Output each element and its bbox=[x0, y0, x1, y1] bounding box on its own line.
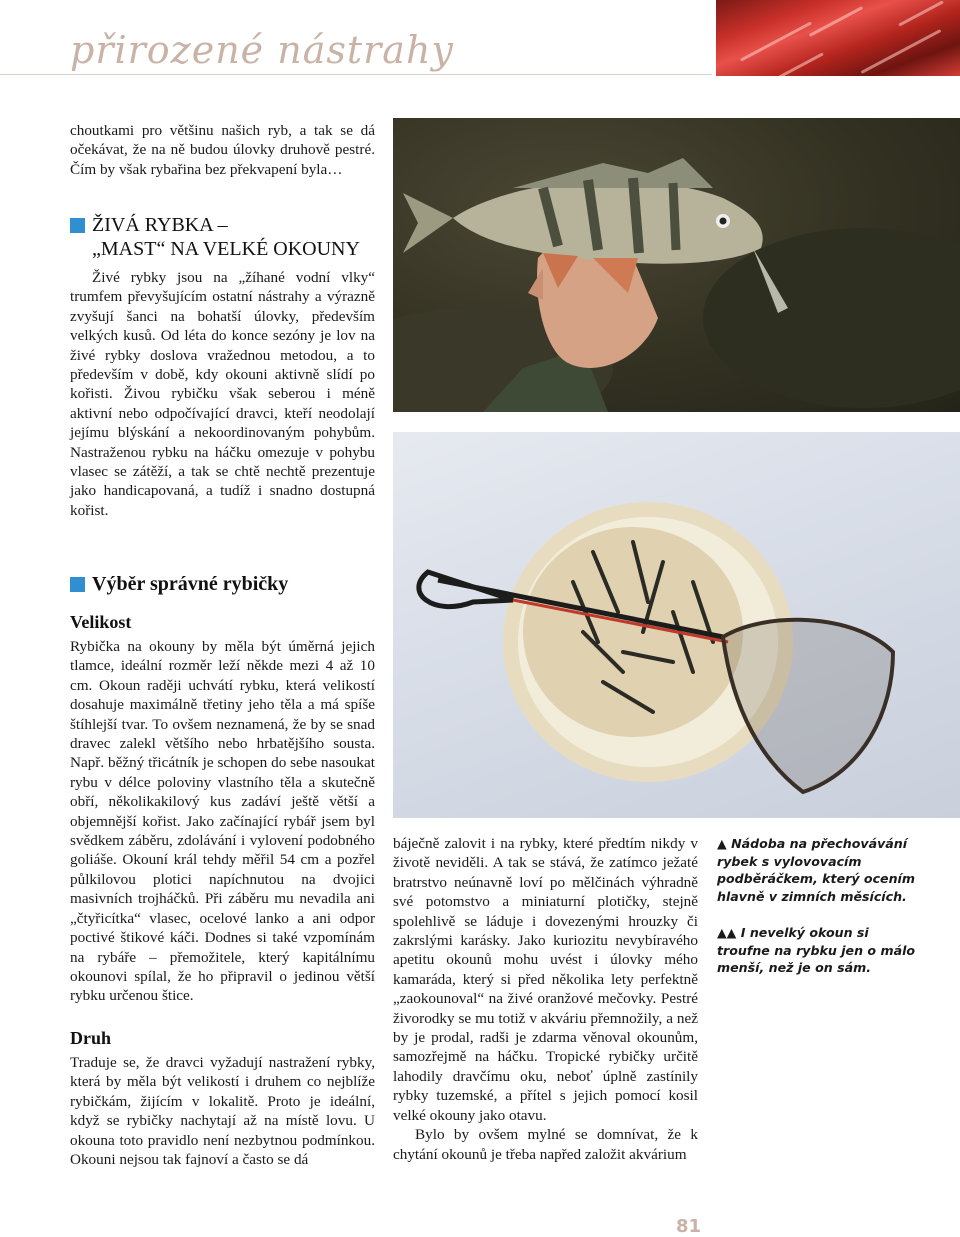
bucket-illustration bbox=[393, 432, 960, 818]
section-marker-square bbox=[70, 218, 85, 233]
section-heading-line1: ŽIVÁ RYBKA – bbox=[92, 214, 228, 236]
subheading-size: Velikost bbox=[70, 612, 132, 632]
header-decorative-image bbox=[716, 0, 960, 76]
section-marker-square bbox=[70, 577, 85, 592]
section-heading-line2: „MAST“ NA VELKÉ OKOUNY bbox=[92, 238, 360, 260]
page-number: 81 bbox=[676, 1216, 702, 1237]
running-header-title: přirozené nástrahy bbox=[70, 28, 454, 72]
subheading-species: Druh bbox=[70, 1028, 112, 1048]
body-paragraph: Bylo by ovšem mylné se domnívat, že k chytání okounů je třeba napřed založit akvárium bbox=[393, 1126, 698, 1163]
middle-text-block bbox=[393, 834, 698, 1164]
section-heading-text: Výběr správné rybičky bbox=[92, 573, 289, 595]
body-paragraph: Živé rybky jsou na „žíhané vodní vlky“ trumfem převyšujícím ostatní nástrahy a výrazně zvyšují šanci na bohatší úlovky, především velkých kusů. Od léta do konce sezóny je lov na živé rybky doslova vražednou metodou, a to především v době, kdy okouni aktivně slídí po kořisti. Živou rybičku však seberou i méně aktivní nebo odpočívající dravci, kteří neodolají jejímu blýskání a nekoordinovaným pohybům. Nastraženou rybku na háčku omezuje v pohybu vlasec se zátěží, a tak se chtě nechtě prezentuje jako handicapovaná, a tudíž i snadno dostupná kořist. bbox=[70, 269, 375, 519]
photo-caption-bucket: ▲ Nádoba na přechovávání rybek s vylovovacím podběráčkem, který ocením hlavně v zimních měsících. bbox=[717, 836, 915, 904]
species-text-block bbox=[70, 1053, 375, 1169]
section-heading-live-fish bbox=[70, 213, 380, 261]
body-paragraph: Traduje se, že dravci vyžadují nastražení rybky, která by měla být velikostí i druhem co nejblíže rybičkám, žijícím v lokalitě. Proto je ideální, když se rybičky nachytají až na místě lovu. U okouna toto pravidlo není nezbytnou podmínkou. Okouni nejsou tak fajnoví a často se dá bbox=[70, 1054, 375, 1169]
photo-perch-in-hand bbox=[393, 118, 960, 412]
body-paragraph: báječně zalovit i na rybky, které předtím nikdy v životě neviděli. A tak se stává, že zatímco ježaté bratrstvo neúnavně loví po mělčinách výhradně své potomstvo a miniaturní plotičky, stejně spolehlivě se láduje i dovezenými hrouzky či zakrslými karásky. Jako kuriozitu nevybíravého apetitu okounů mohu uvést i úlovky mého kamaráda, který si před několika lety perfektně „zaokounoval“ na živé oranžové mečovky. Pestré živorodky se mu totiž v akváriu přemnožily, a než by je prodal, radši je zdarma věnoval okounům, samozřejmě na háčku. Tropické rybičky určitě lahodily dravčímu oku, neboť úplně zastínily rybky tuzemské, a přítel s jejich pomocí kosil velké okouny jako otavu. bbox=[393, 835, 698, 1124]
section-heading-choosing-fish bbox=[70, 572, 380, 596]
body-paragraph: Rybička na okouny by měla být úměrná jejich tlamce, ideální rozměr leží někde mezi 4 až 10 cm. Okoun raději uchvátí rybku, která velikostí dosahuje maximálně třetiny jeho těla a má spíše štíhlejší tvar. To ovšem neznamená, že by se snad dravec zalekl většího nebo hrbatějšího sousta. Např. běžný třicátník je schopen do sebe nasoukat rybu v délce poloviny vlastního těla a skutečně obří, několikakilový kus zadáví ještě větší a objemnější kořist. Jako začínající rybář jsem byl svědkem záběru, zdolávání i vylovení podobného goliáše. Okouní král tehdy měřil 54 cm a pozřel půlkilovou plotici napíchnutou na dvojici masivních trojháčků. Při záběru mu nevadila ani „čtyřicítka“ vlasec, ocelové lanko a ani odpor poctivé štikové káči. Dodnes si také vzpomínám na rybáře – přemožitele, který kapitálnímu okounovi spílal, že ho připravil o jedinou větší rybku určenou štice. bbox=[70, 638, 375, 1005]
intro-paragraph: choutkami pro většinu našich ryb, a tak se dá očekávat, že na ně budou úlovky druhově pestré. Čím by však rybařina bez překvapení byla… bbox=[70, 122, 375, 178]
size-text-block bbox=[70, 637, 375, 1006]
perch-illustration bbox=[393, 118, 960, 412]
section-live-fish-body bbox=[70, 268, 375, 520]
photo-bucket-with-net bbox=[393, 432, 960, 818]
intro-text-block bbox=[70, 121, 375, 179]
photo-caption-perch: ▲▲ I nevelký okoun si troufne na rybku jen o málo menší, než je on sám. bbox=[717, 925, 916, 976]
header-divider bbox=[0, 74, 712, 75]
